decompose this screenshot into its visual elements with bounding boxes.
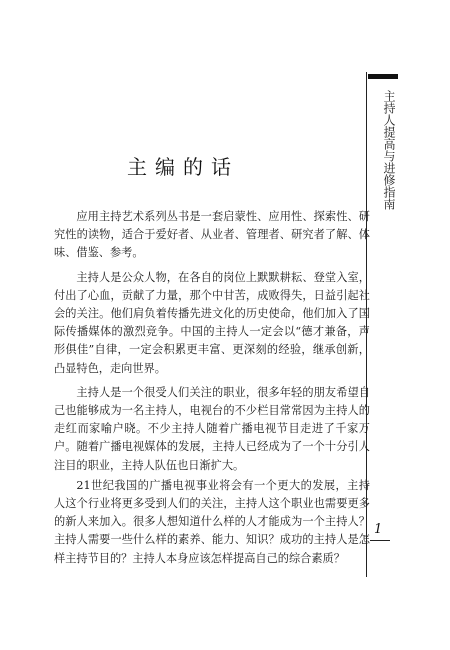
- section-tab-marker: [368, 74, 398, 79]
- paragraph-1: 应用主持艺术系列丛书是一套启蒙性、应用性、探索性、研究性的读物，适合于爱好者、从业者、管理者、研究者了解、体味、借鉴、参考。: [54, 210, 370, 260]
- page-title: 主编的话: [127, 155, 239, 179]
- page-number-rule: [370, 540, 390, 541]
- body-text: [54, 208, 370, 570]
- paragraph-3: 主持人是一个很受人们关注的职业，很多年轻的朋友希望自己也能够成为一名主持人，电视台的不少栏目常常因为主持人的走红而家喻户晓。不少主持人随着广播电视节目走进了千家万户。随着广播电视媒体的发展，主持人已经成为了一个十分引人注目的职业，主持人队伍也日渐扩大。: [54, 385, 370, 472]
- running-header: 主持人提高与进修指南: [382, 90, 396, 210]
- paragraph-4: 21世纪我国的广播电视事业将会有一个更大的发展，主持人这个行业将更多受到人们的关注，主持人这个职业也需要更多的新人来加入。很多人想知道什么样的人才能成为一个主持人？主持人需要一些什么样的素养、能力、知识？成功的主持人是怎样主持节目的？主持人本身应该怎样提高自己的综合素质？: [54, 478, 370, 565]
- page-number: 1: [374, 522, 383, 537]
- paragraph-2: 主持人是公众人物，在各自的岗位上默默耕耘、登堂入室，付出了心血，贡献了力量，那个中甘苦，成败得失，日益引起社会的关注。他们肩负着传播先进文化的历史使命，他们加入了国际传播媒体的激烈竞争。中国的主持人一定会以“德才兼备，声形俱佳”自律，一定会积累更丰富、更深刻的经验，继承创新，凸显特色，走向世界。: [54, 270, 370, 375]
